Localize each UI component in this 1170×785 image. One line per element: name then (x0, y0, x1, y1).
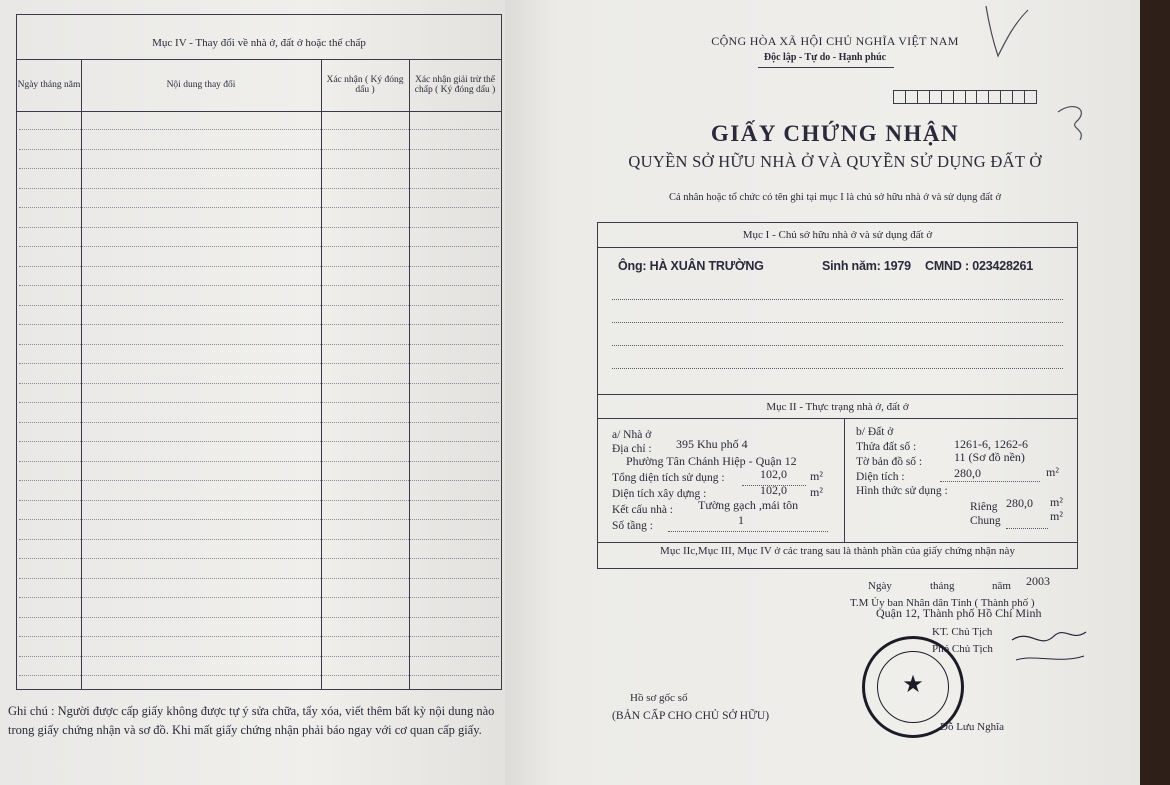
blank-line (612, 299, 1063, 300)
divider (598, 542, 1077, 543)
continuation-note: Mục IIc,Mục III, Mục IV ở các trang sau là thành phần của giấy chứng nhận này (660, 545, 1015, 557)
dotted-leader (940, 481, 1040, 482)
private-label: Riêng (970, 501, 998, 513)
owner-id-number: CMND : 023428261 (925, 259, 1033, 273)
table-row (19, 656, 499, 657)
owner-birth-year: Sinh năm: 1979 (822, 259, 911, 273)
section-i-title: Mục I - Chủ sở hữu nhà ở và sử dụng đất ở (742, 229, 933, 241)
blank-line (612, 322, 1063, 323)
certificate-title: GIẤY CHỨNG NHẬN (710, 121, 960, 146)
owner-name: Ông: HÀ XUÂN TRƯỜNG (618, 259, 764, 273)
build-area-unit: m² (810, 485, 823, 499)
date-year-label: năm (992, 580, 1011, 592)
col-date: Ngày tháng năm (17, 80, 81, 90)
table-header (17, 59, 501, 112)
divider (598, 418, 1077, 419)
divider (598, 247, 1077, 248)
land-area-label: Diện tích : (856, 471, 905, 483)
build-area-label: Diện tích xây dựng : (612, 488, 707, 500)
certificate-subtitle: QUYỀN SỞ HỮU NHÀ Ở VÀ QUYỀN SỬ DỤNG ĐẤT Ở (628, 152, 1042, 171)
table-row (19, 285, 499, 286)
table-row (19, 422, 499, 423)
table-row (19, 207, 499, 208)
section-iv-title: Mục IV - Thay đổi về nhà ở, đất ở hoặc thế chấp (17, 15, 501, 60)
table-rows (17, 111, 501, 689)
dotted-leader (1006, 528, 1048, 529)
address-line-2: Phường Tân Chánh Hiệp - Quận 12 (626, 454, 797, 468)
col-release: Xác nhận giải trừ thế chấp ( Ký đóng dấu ) (414, 75, 496, 95)
table-row (19, 129, 499, 130)
build-area-value: 102,0 (760, 483, 787, 497)
table-row (19, 500, 499, 501)
table-row (19, 383, 499, 384)
table-row (19, 246, 499, 247)
section-ii-title: Mục II - Thực trạng nhà ở, đất ở (766, 401, 909, 413)
table-row (19, 597, 499, 598)
date-day-label: Ngày (868, 580, 892, 592)
table-row (19, 305, 499, 306)
map-sheet-value: 11 (Sơ đồ nền) (954, 450, 1025, 464)
national-name: CỘNG HÒA XÃ HỘI CHỦ NGHĨA VIỆT NAM (711, 34, 959, 48)
table-row (19, 363, 499, 364)
table-row (19, 441, 499, 442)
table-row (19, 168, 499, 169)
note-text: Ghi chú : Người được cấp giấy không được tự ý sửa chữa, tẩy xóa, viết thêm bất kỳ nội dung nào trong giấy chứng nhận và sơ đồ. Khi mất giấy chứng nhận phải báo ngay với cơ quan cấp giấy. (8, 704, 495, 737)
table-row (19, 188, 499, 189)
divider (598, 394, 1077, 395)
table-row (19, 461, 499, 462)
column-divider (844, 418, 845, 542)
land-area-unit: m² (1046, 465, 1059, 479)
private-area-unit: m² (1050, 495, 1063, 509)
map-sheet-label: Tờ bản đồ số : (856, 456, 923, 468)
table-row (19, 402, 499, 403)
date-year-value: 2003 (1026, 574, 1050, 588)
table-row (19, 519, 499, 520)
motto-underline (758, 67, 894, 68)
seal-inner-ring (877, 651, 949, 723)
private-area-value: 280,0 (1006, 496, 1033, 510)
structure-value: Tường gạch ,mái tôn (698, 498, 799, 512)
issuer-line-2: Quận 12, Thành phố Hồ Chí Minh (876, 606, 1042, 620)
signatory-name: Đỗ Lưu Nghĩa (940, 721, 1005, 733)
table-row (19, 578, 499, 579)
parcel-label: Thửa đất số : (856, 441, 917, 453)
col-content: Nội dung thay đổi (166, 80, 236, 90)
land-heading: b/ Đất ở (856, 426, 894, 438)
floors-value: 1 (738, 513, 744, 527)
table-row (19, 480, 499, 481)
table-row (19, 344, 499, 345)
address-line-1: 395 Khu phố 4 (676, 437, 748, 451)
motto: Độc lập - Tự do - Hạnh phúc (763, 52, 887, 63)
original-file-label: Hồ sơ gốc số (630, 692, 688, 704)
issuer-line-1: T.M Ủy ban Nhân dân Tỉnh ( Thành phố ) (850, 597, 1035, 609)
land-area-value: 280,0 (954, 466, 981, 480)
table-row (19, 324, 499, 325)
signatory-title-2: Phó Chủ Tịch (932, 643, 993, 655)
signatory-title-1: KT. Chủ Tịch (932, 626, 993, 638)
table-row (19, 227, 499, 228)
serial-number-boxes (893, 90, 1037, 104)
left-page (0, 0, 512, 785)
table-row (19, 539, 499, 540)
blank-line (612, 368, 1063, 369)
background-edge (1140, 0, 1170, 785)
seal-star-icon: ★ (902, 672, 924, 698)
handwritten-mark (1050, 96, 1100, 146)
blank-line (612, 345, 1063, 346)
shared-area-unit: m² (1050, 509, 1063, 523)
signature-scribble (1010, 620, 1090, 670)
floors-label: Số tầng : (612, 520, 653, 532)
structure-label: Kết cấu nhà : (612, 504, 673, 516)
total-area-label: Tổng diện tích sử dụng : (612, 472, 725, 484)
table-row (19, 266, 499, 267)
intro-text: Cá nhân hoặc tổ chức có tên ghi tại mục I là chủ sở hữu nhà ở và sử dụng đất ở (668, 192, 1002, 203)
usage-label: Hình thức sử dụng : (856, 485, 948, 497)
table-row (19, 558, 499, 559)
certificate-box (597, 222, 1078, 569)
table-row (19, 636, 499, 637)
changes-table (16, 14, 502, 690)
parcel-value: 1261-6, 1262-6 (954, 437, 1028, 451)
copy-note: (BẢN CẤP CHO CHỦ SỞ HỮU) (612, 710, 770, 722)
house-heading: a/ Nhà ở (612, 429, 652, 441)
handwritten-mark (980, 0, 1040, 60)
shared-label: Chung (970, 515, 1001, 527)
address-label: Địa chỉ : (612, 443, 652, 455)
table-row (19, 149, 499, 150)
date-month-label: tháng (930, 580, 955, 592)
col-confirm: Xác nhận ( Ký đóng dấu ) (326, 75, 404, 95)
total-area-unit: m² (810, 469, 823, 483)
table-row (19, 617, 499, 618)
total-area-value: 102,0 (760, 467, 787, 481)
table-row (19, 675, 499, 676)
dotted-leader (668, 531, 828, 532)
